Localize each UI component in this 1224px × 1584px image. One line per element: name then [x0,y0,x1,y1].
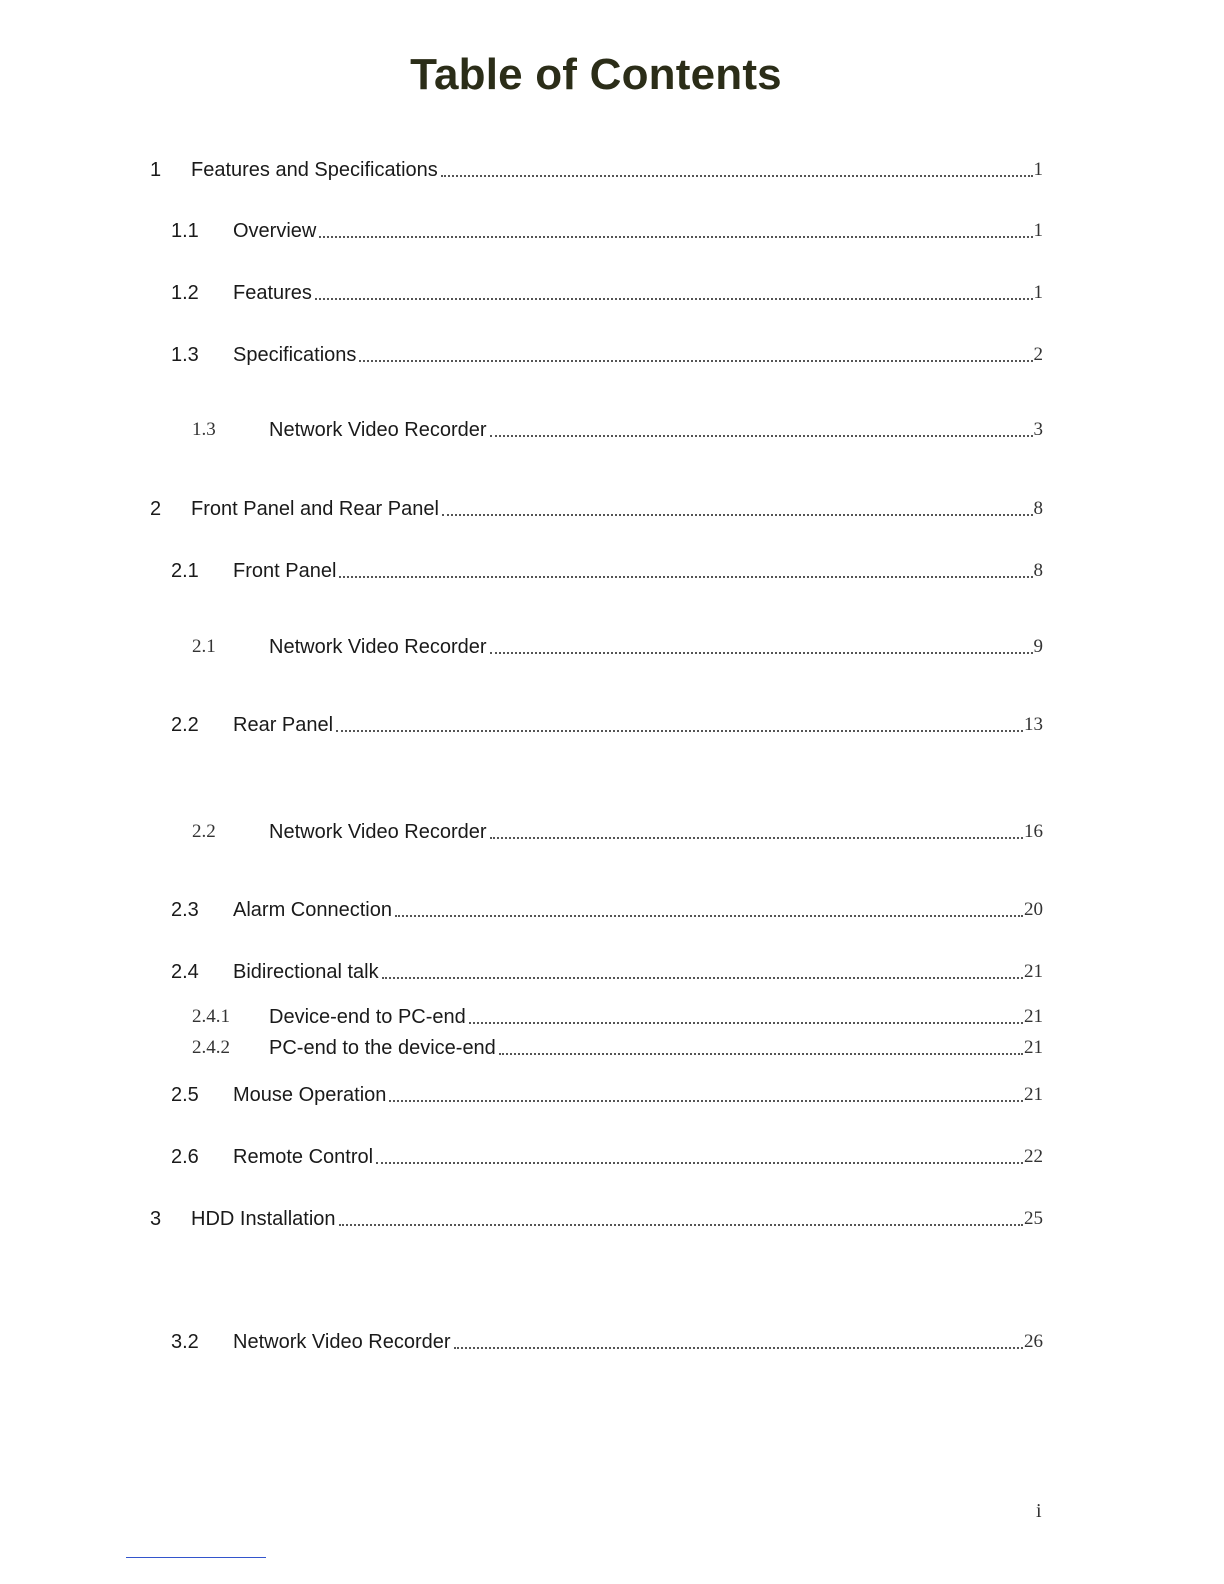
dot-leader [490,651,1033,654]
page-title: Table of Contents [410,50,782,99]
toc-entry-title[interactable]: Front Panel [233,560,337,582]
toc-entry-number: 2.1 [192,636,216,657]
toc-entry-line [269,632,1043,662]
toc-entry-line [233,556,1043,586]
toc-entry[interactable] [0,632,1224,662]
toc-entry-page[interactable]: 22 [1024,1146,1043,1167]
toc-entry-page[interactable]: 2 [1033,344,1043,365]
footnote-rule [126,1557,266,1558]
toc-entry[interactable] [0,278,1224,308]
dot-leader [339,575,1032,578]
dot-leader [389,1099,1023,1102]
toc-entry-line [233,278,1043,308]
toc-entry-title[interactable]: Overview [233,220,317,242]
toc-entry-page[interactable]: 25 [1024,1208,1043,1229]
toc-entry-title[interactable]: Features and Specifications [191,159,438,181]
toc-entry-line [233,1080,1043,1110]
toc-entry-number: 1.3 [171,344,199,366]
toc-entry-number: 2.4.1 [192,1006,230,1027]
toc-entry-number: 2.6 [171,1146,199,1168]
toc-entry-number: 2.4.2 [192,1037,230,1058]
toc-entry[interactable] [0,957,1224,987]
dot-leader [339,1223,1023,1226]
toc-entry-page[interactable]: 13 [1024,714,1043,735]
toc-entry[interactable] [0,1080,1224,1110]
dot-leader [441,174,1033,177]
dot-leader [376,1161,1023,1164]
toc-entry[interactable] [0,1204,1224,1234]
dot-leader [469,1021,1023,1024]
toc-entry-number: 2.5 [171,1084,199,1106]
toc-entry-page[interactable]: 1 [1033,159,1043,180]
toc-entry[interactable] [0,556,1224,586]
toc-entry-line [233,340,1043,370]
toc-entry-number: 1.3 [192,419,216,440]
dot-leader [336,729,1023,732]
toc-entry-title[interactable]: Mouse Operation [233,1084,387,1106]
page-number: i [1036,1500,1042,1522]
dot-leader [499,1052,1023,1055]
toc-entry-title[interactable]: Remote Control [233,1146,374,1168]
toc-entry-title[interactable]: Network Video Recorder [269,821,487,843]
toc-entry-line [269,817,1043,847]
toc-entry-number: 2.3 [171,899,199,921]
toc-entry-page[interactable]: 3 [1033,419,1043,440]
toc-entry-page[interactable]: 1 [1033,220,1043,241]
toc-entry-title[interactable]: Rear Panel [233,714,334,736]
toc-entry-line [269,1002,1043,1032]
dot-leader [319,235,1032,238]
toc-entry-page[interactable]: 21 [1024,961,1043,982]
toc-entry-page[interactable]: 21 [1024,1037,1043,1058]
toc-entry-page[interactable]: 8 [1033,498,1043,519]
toc-entry[interactable] [0,415,1224,445]
toc-entry-title[interactable]: Network Video Recorder [269,636,487,658]
toc-entry[interactable] [0,494,1224,524]
dot-leader [382,976,1023,979]
toc-entry[interactable] [0,1033,1224,1063]
toc-entry-line [233,216,1043,246]
toc-entry[interactable] [0,710,1224,740]
toc-entry-number: 1.1 [171,220,199,242]
toc-entry[interactable] [0,895,1224,925]
toc-entry-page[interactable]: 26 [1024,1331,1043,1352]
toc-entry-number: 1 [150,159,162,181]
toc-entry-title[interactable]: Device-end to PC-end [269,1006,466,1028]
dot-leader [359,359,1032,362]
toc-entry-number: 3.2 [171,1331,199,1353]
dot-leader [490,434,1033,437]
toc-entry[interactable] [0,155,1224,185]
toc-entry-title[interactable]: Network Video Recorder [233,1331,451,1353]
toc-entry-title[interactable]: PC-end to the device-end [269,1037,496,1059]
toc-entry-title[interactable]: Bidirectional talk [233,961,379,983]
toc-entry[interactable] [0,340,1224,370]
toc-entry-title[interactable]: Alarm Connection [233,899,392,921]
toc-entry-line [191,1204,1043,1234]
toc-entry-page[interactable]: 21 [1024,1006,1043,1027]
toc-entry-line [191,494,1043,524]
toc-entry[interactable] [0,1002,1224,1032]
toc-entry-line [269,415,1043,445]
toc-entry-number: 2.2 [192,821,216,842]
toc-entry-page[interactable]: 9 [1033,636,1043,657]
dot-leader [315,297,1033,300]
toc-entry-line [233,1327,1043,1357]
toc-entry-number: 2 [150,498,162,520]
toc-entry-number: 1.2 [171,282,199,304]
dot-leader [442,513,1033,516]
dot-leader [454,1346,1023,1349]
toc-entry[interactable] [0,216,1224,246]
toc-entry-title[interactable]: Front Panel and Rear Panel [191,498,439,520]
toc-entry-number: 2.4 [171,961,199,983]
toc-entry-title[interactable]: Specifications [233,344,357,366]
toc-entry-line [233,710,1043,740]
toc-entry-page[interactable]: 8 [1033,560,1043,581]
toc-entry-number: 2.1 [171,560,199,582]
toc-entry-number: 2.2 [171,714,199,736]
dot-leader [395,914,1023,917]
toc-entry-line [191,155,1043,185]
toc-entry-page[interactable]: 20 [1024,899,1043,920]
toc-entry-line [269,1033,1043,1063]
toc-entry-page[interactable]: 1 [1033,282,1043,303]
toc-entry[interactable] [0,1327,1224,1357]
toc-entry[interactable] [0,817,1224,847]
toc-entry-line [233,895,1043,925]
dot-leader [490,836,1023,839]
toc-entry-line [233,957,1043,987]
toc-entry-page[interactable]: 16 [1024,821,1043,842]
toc-entry-title[interactable]: Features [233,282,312,304]
toc-entry-number: 3 [150,1208,162,1230]
toc-entry-title[interactable]: HDD Installation [191,1208,336,1230]
toc-entry-line [233,1142,1043,1172]
toc-entry-page[interactable]: 21 [1024,1084,1043,1105]
toc-entry-title[interactable]: Network Video Recorder [269,419,487,441]
toc-entry[interactable] [0,1142,1224,1172]
